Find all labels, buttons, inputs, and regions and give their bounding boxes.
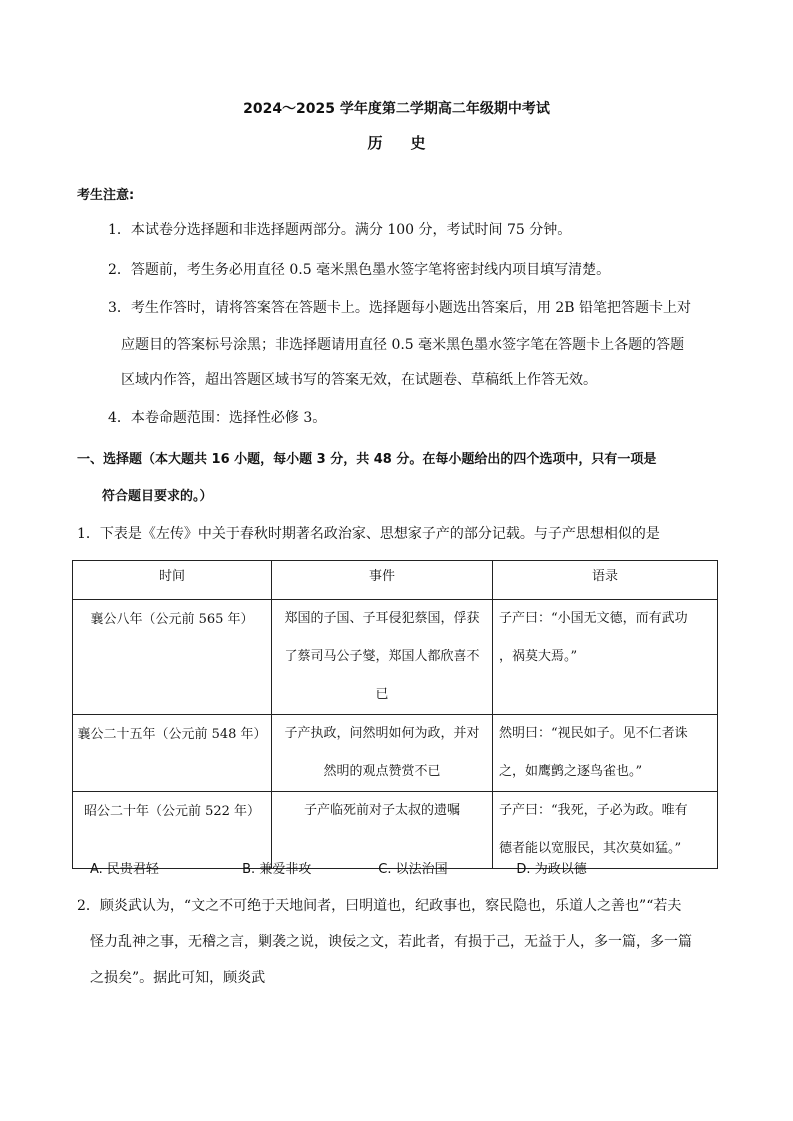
row-3-event-line-1: 子产临死前对子太叔的遗嘱 [303, 803, 460, 818]
table-row [73, 792, 718, 869]
row-1-quote-line-1: 子产曰：“小国无文德，而有武功 [499, 611, 688, 626]
question-2-line-3: 之损矣”。据此可知，顾炎武 [90, 970, 266, 986]
option-d: D. 为政以德 [516, 862, 587, 877]
row-1-quote-line-2: ，祸莫大焉。” [499, 649, 578, 664]
option-c: C. 以法治国 [378, 862, 448, 877]
table-header-row [73, 561, 718, 600]
notice-item-3-cont-2: 区域内作答，超出答题区域书写的答案无效，在试题卷、草稿纸上作答无效。 [121, 372, 597, 388]
table-row [73, 600, 718, 715]
section-1-heading-cont: 符合题目要求的。） [102, 489, 213, 504]
row-2-event [272, 715, 493, 792]
row-1-event-line-3: 已 [375, 687, 389, 702]
row-2-quote-line-1: 然明曰：“视民如子。见不仁者诛 [499, 726, 688, 741]
table-row [73, 715, 718, 792]
row-3-quote-line-1: 子产曰：“我死，子必为政。唯有 [499, 803, 688, 818]
row-1-event [272, 600, 493, 715]
notice-item-1: 1．本试卷分选择题和非选择题两部分。满分 100 分，考试时间 75 分钟。 [108, 222, 572, 238]
exam-subject: 历史 [367, 134, 454, 152]
question-2-line-1: 2．顾炎武认为，“文之不可绝于天地间者，曰明道也，纪政事也，察民隐也，乐道人之善也”“若夫 [77, 898, 682, 914]
row-3-quote-line-2: 德者能以宽服民，其次莫如猛。” [499, 841, 682, 856]
row-2-quote [493, 715, 718, 792]
column-header-quote: 语录 [493, 561, 718, 600]
row-1-quote [493, 600, 718, 715]
row-2-quote-line-2: 之，如鹰鹯之逐鸟雀也。” [499, 764, 643, 779]
row-1-event-line-2: 了蔡司马公子燮，郑国人都欣喜不 [284, 649, 480, 664]
option-b: B. 兼爱非攻 [242, 862, 312, 877]
question-1-options [90, 858, 587, 877]
notice-item-3-cont-1: 应题目的答案标号涂黑；非选择题请用直径 0.5 毫米黑色墨水签字笔在答题卡上各题的答题 [121, 337, 685, 353]
row-3-time: 昭公二十年（公元前 522 年） [73, 792, 272, 869]
notice-heading: 考生注意: [77, 188, 135, 203]
row-2-time: 襄公二十五年（公元前 548 年） [73, 715, 272, 792]
row-1-time: 襄公八年（公元前 565 年） [73, 600, 272, 715]
notice-item-2: 2．答题前，考生务必用直径 0.5 毫米黑色墨水签字笔将密封线内项目填写清楚。 [108, 262, 611, 278]
notice-item-4: 4．本卷命题范围：选择性必修 3。 [108, 410, 327, 426]
row-1-event-line-1: 郑国的子国、子耳侵犯蔡国，俘获 [284, 611, 480, 626]
column-header-time: 时间 [73, 561, 272, 600]
question-1-stem: 1．下表是《左传》中关于春秋时期著名政治家、思想家子产的部分记载。与子产思想相似的是 [77, 526, 660, 542]
section-1-heading: 一、选择题（本大题共 16 小题，每小题 3 分，共 48 分。在每小题给出的四个选项中，只有一项是 [77, 452, 657, 467]
exam-title: 2024～2025 学年度第二学期高二年级期中考试 [243, 101, 550, 117]
notice-item-3: 3．考生作答时，请将答案答在答题卡上。选择题每小题选出答案后，用 2B 铅笔把答题卡上对 [108, 300, 692, 316]
row-2-event-line-1: 子产执政，问然明如何为政，并对 [284, 726, 480, 741]
column-header-event: 事件 [272, 561, 493, 600]
row-3-event [272, 792, 493, 869]
option-a: A. 民贵君轻 [90, 862, 159, 877]
row-2-event-line-2: 然明的观点赞赏不已 [323, 764, 441, 779]
question-1-table [72, 560, 718, 869]
row-3-quote [493, 792, 718, 869]
question-2-line-2: 怪力乱神之事，无稽之言，剿袭之说，谀佞之文，若此者，有损于己，无益于人，多一篇，多一篇 [90, 934, 692, 950]
